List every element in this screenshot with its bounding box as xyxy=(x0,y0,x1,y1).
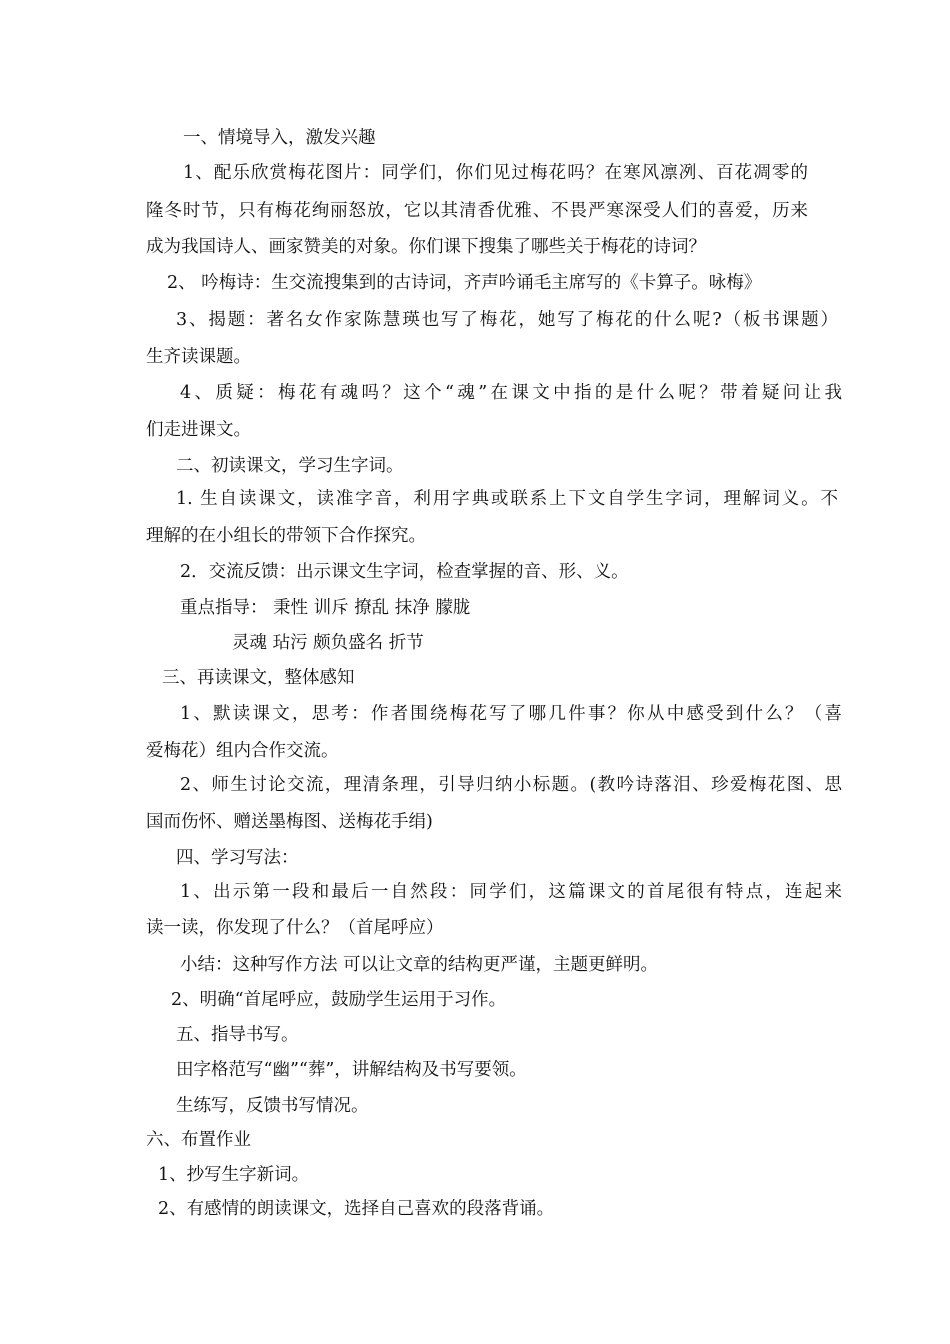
paragraph-line: 小结：这种写作方法 可以让文章的结构更严谨，主题更鲜明。 xyxy=(180,955,659,975)
paragraph-line: 读一读，你发现了什么？（首尾呼应） xyxy=(146,918,444,938)
paragraph-line: 爱梅花）组内合作交流。 xyxy=(146,741,339,761)
homework-item: 2、有感情的朗读课文，选择自己喜欢的段落背诵。 xyxy=(158,1199,555,1219)
paragraph-line: 3、揭题：著名女作家陈慧瑛也写了梅花，她写了梅花的什么呢?（板书课题） xyxy=(176,310,838,330)
section-heading-5: 五、指导书写。 xyxy=(176,1025,299,1045)
vocabulary-line: 灵魂 玷污 颇负盛名 折节 xyxy=(232,633,424,653)
paragraph-line: 4、质疑：梅花有魂吗？这个“魂”在课文中指的是什么呢？带着疑问让我 xyxy=(180,383,842,403)
paragraph-line: 1. 生自读课文，读准字音，利用字典或联系上下文自学生字词，理解词义。不 xyxy=(176,489,838,509)
paragraph-line: 2、师生讨论交流，理清条理，引导归纳小标题。(教吟诗落泪、珍爱梅花图、思 xyxy=(180,775,842,795)
paragraph-line: 2、 吟梅诗：生交流搜集到的古诗词，齐声吟诵毛主席写的《卡算子。咏梅》 xyxy=(167,273,762,293)
section-heading-4: 四、学习写法： xyxy=(176,848,299,868)
paragraph-line: 们走进课文。 xyxy=(146,420,251,440)
paragraph-line: 生齐读课题。 xyxy=(146,347,251,367)
paragraph-line: 理解的在小组长的带领下合作探究。 xyxy=(146,526,426,546)
paragraph-line: 2、明确“首尾呼应，鼓励学生运用于习作。 xyxy=(171,990,507,1010)
vocabulary-line: 重点指导： 秉性 训斥 撩乱 抹净 朦胧 xyxy=(180,598,471,618)
paragraph-line: 国而伤怀、赠送墨梅图、送梅花手绢) xyxy=(146,812,433,832)
paragraph-line: 1、配乐欣赏梅花图片：同学们，你们见过梅花吗？在寒风凛冽、百花凋零的 xyxy=(183,163,808,183)
paragraph-line: 成为我国诗人、画家赞美的对象。你们课下搜集了哪些关于梅花的诗词？ xyxy=(146,237,706,257)
section-heading-6: 六、布置作业 xyxy=(146,1130,251,1150)
homework-item: 1、抄写生字新词。 xyxy=(158,1165,310,1185)
paragraph-line: 1、默读课文，思考：作者围绕梅花写了哪几件事？你从中感受到什么？（喜 xyxy=(180,704,842,724)
paragraph-line: 生练写，反馈书写情况。 xyxy=(176,1096,369,1116)
paragraph-line: 隆冬时节，只有梅花绚丽怒放，它以其清香优雅、不畏严寒深受人们的喜爱，历来 xyxy=(146,201,808,221)
paragraph-line: 田字格范写“幽”“葬”，讲解结构及书写要领。 xyxy=(176,1060,527,1080)
section-heading-3: 三、再读课文，整体感知 xyxy=(162,668,355,688)
section-heading-1: 一、情境导入，激发兴趣 xyxy=(183,128,376,148)
section-heading-2: 二、初读课文，学习生字词。 xyxy=(176,456,404,476)
paragraph-line: 2．交流反馈：出示课文生字词，检查掌握的音、形、义。 xyxy=(180,562,629,582)
paragraph-line: 1、出示第一段和最后一自然段：同学们，这篇课文的首尾很有特点，连起来 xyxy=(180,882,842,902)
